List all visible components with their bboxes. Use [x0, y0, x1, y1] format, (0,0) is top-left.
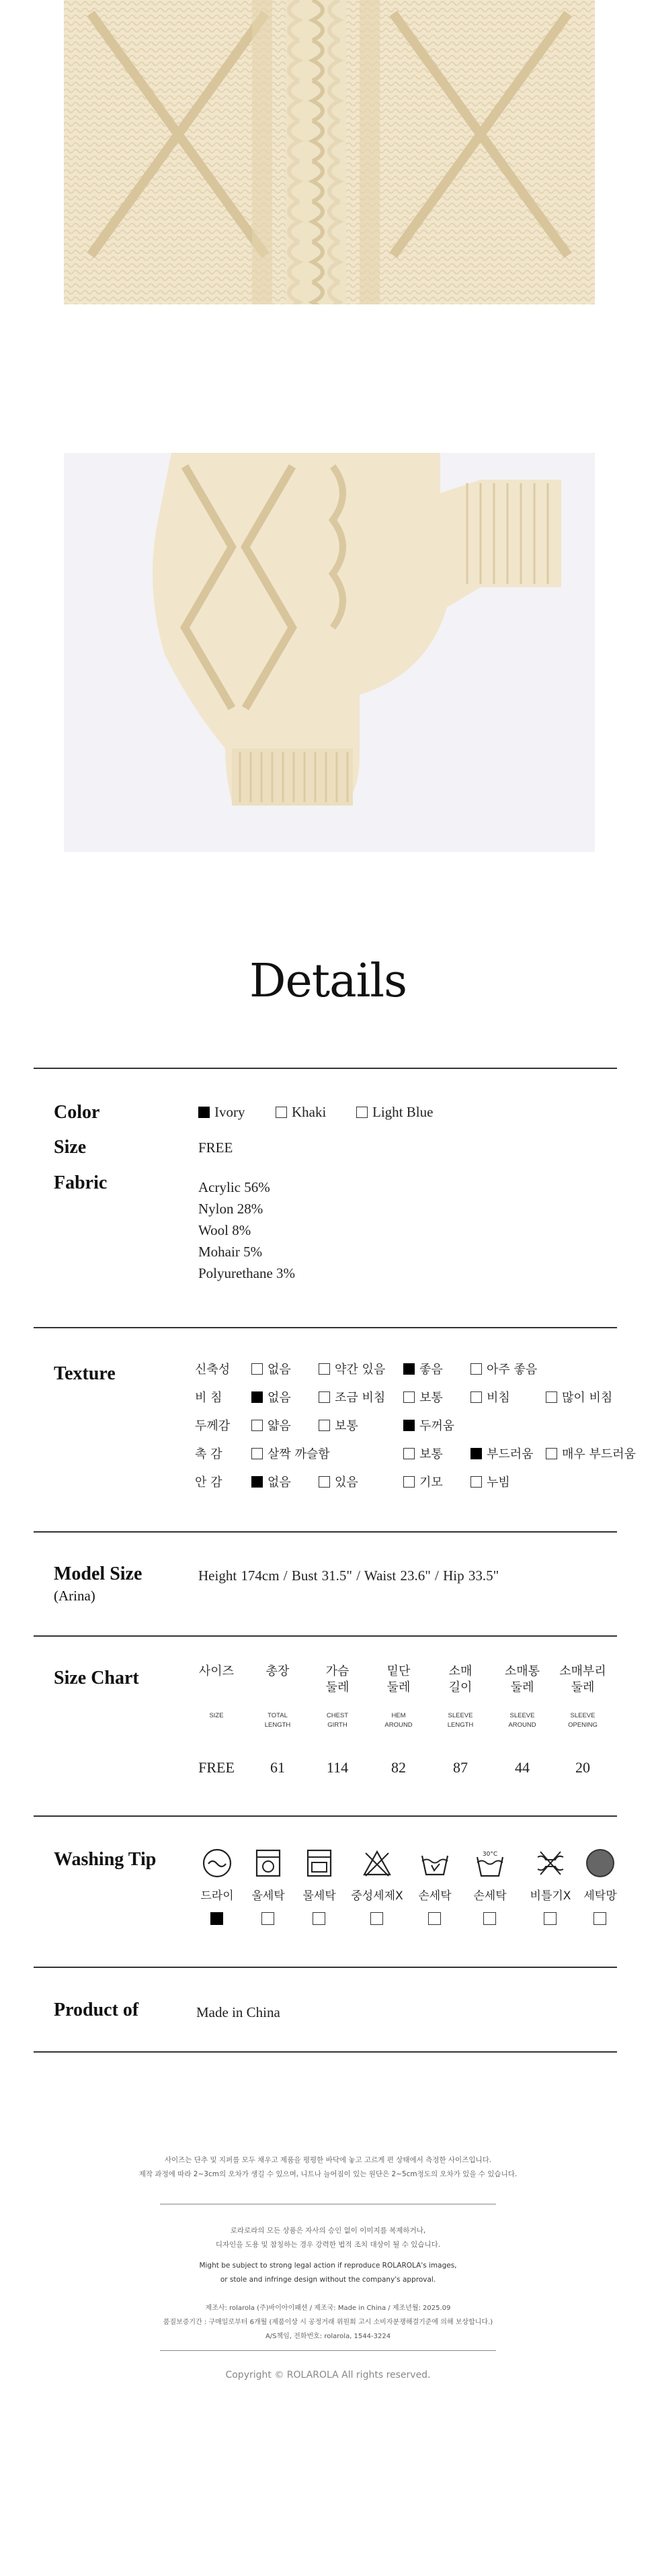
fabric-item: Acrylic 56% [198, 1179, 270, 1195]
sweater-cable-knit-photo [64, 0, 595, 304]
texture-option [251, 1388, 291, 1406]
washing-checkbox [210, 1912, 223, 1925]
checkbox-icon [319, 1391, 330, 1403]
texture-option [251, 1360, 291, 1377]
checkbox-icon [470, 1391, 482, 1403]
size-chart-header: 소매 길이 [448, 1664, 473, 1694]
checkbox-icon [546, 1448, 557, 1459]
model-size-value: Height 174cm / Bust 31.5" / Waist 23.6" / Hip 33.5" [198, 1568, 499, 1584]
fabric-list [198, 1176, 295, 1284]
fabric-item: Wool 8% [198, 1222, 251, 1238]
copyright-notice: 로라로라의 모든 상품은 자사의 승인 없이 이미지를 복제하거나, 디자인을 도용 및 참칭하는 경우 강력한 법적 조치 대상이 될 수 있습니다. Might be subject to strong legal action if reproduce ROLAROLA's images, or stole and infringe design without the company's approval. [199, 2227, 457, 2284]
washing-checkbox [261, 1912, 274, 1925]
color-label: Color [54, 1102, 100, 1123]
checkbox-icon [251, 1448, 263, 1459]
washing-label: 물세탁 [302, 1889, 336, 1903]
no-wring-icon [535, 1848, 566, 1879]
laundry-net-icon [585, 1848, 616, 1879]
texture-category: 두께감 [195, 1419, 231, 1433]
svg-text:30°C: 30°C [482, 1851, 498, 1858]
product-of-value: Made in China [196, 2004, 280, 2020]
neutral-detergent-icon [362, 1848, 393, 1879]
washing-checkbox [593, 1912, 606, 1925]
divider [34, 1531, 617, 1533]
texture-label: Texture [54, 1363, 116, 1384]
divider [34, 1967, 617, 1968]
washing-label: 비틀기X [530, 1889, 571, 1903]
checkbox-icon [251, 1420, 263, 1431]
washing-label: 손세탁 [473, 1889, 507, 1903]
texture-option [403, 1388, 443, 1406]
size-chart-value: FREE [198, 1759, 235, 1776]
texture-option-label: 없음 [268, 1391, 291, 1405]
texture-category: 비 침 [195, 1391, 222, 1405]
size-chart-value: 87 [453, 1759, 468, 1776]
texture-option-label: 두꺼움 [419, 1419, 455, 1433]
checkbox-icon [470, 1476, 482, 1488]
texture-option [251, 1416, 291, 1434]
washing-label: 울세탁 [251, 1889, 285, 1903]
divider [34, 2051, 617, 2053]
texture-option [251, 1473, 291, 1490]
handwash-tub-icon [419, 1848, 450, 1879]
size-label: Size [54, 1137, 87, 1158]
fabric-item: Mohair 5% [198, 1244, 263, 1260]
texture-option [403, 1473, 443, 1490]
texture-option [546, 1388, 612, 1406]
texture-option-label: 약간 있음 [335, 1363, 386, 1377]
checkbox-icon [319, 1420, 330, 1431]
checkbox-icon [319, 1363, 330, 1375]
texture-option-label: 누빔 [487, 1475, 510, 1490]
fabric-item: Nylon 28% [198, 1201, 263, 1217]
color-option-khaki: Khaki [276, 1104, 326, 1121]
checkbox-icon [403, 1391, 415, 1403]
washing-checkbox [370, 1912, 383, 1925]
size-chart-header: 사이즈 [198, 1664, 235, 1678]
checkbox-icon [251, 1363, 263, 1375]
fabric-label: Fabric [54, 1172, 108, 1193]
texture-option [319, 1360, 385, 1377]
texture-category: 안 감 [195, 1475, 222, 1490]
texture-option-label: 비침 [487, 1391, 510, 1405]
size-chart-subheader: TOTAL LENGTH [264, 1712, 291, 1729]
texture-option-label: 보통 [419, 1447, 443, 1461]
copyright: Copyright © ROLAROLA All rights reserved. [225, 2370, 431, 2380]
checkbox-icon [403, 1420, 415, 1431]
checkbox-icon [470, 1448, 482, 1459]
texture-option-label: 있음 [335, 1475, 358, 1490]
texture-option-label: 아주 좋음 [487, 1363, 538, 1377]
size-chart-subheader: SIZE [209, 1712, 224, 1719]
texture-option [251, 1445, 330, 1462]
washing-checkbox [544, 1912, 557, 1925]
color-option-light-blue: Light Blue [356, 1104, 433, 1121]
checkbox-icon [403, 1363, 415, 1375]
size-chart-subheader: SLEEVE AROUND [508, 1712, 536, 1729]
details-title: Details [249, 955, 407, 1008]
divider [34, 1815, 617, 1817]
size-chart-header: 밑단 둘레 [386, 1664, 411, 1694]
hand-wash-icon [253, 1848, 284, 1879]
texture-option-label: 없음 [268, 1363, 291, 1377]
size-chart-value: 44 [515, 1759, 530, 1776]
size-chart-header: 가슴 둘레 [325, 1664, 350, 1694]
washing-tip-label: Washing Tip [54, 1849, 157, 1870]
fabric-item: Polyurethane 3% [198, 1265, 296, 1281]
size-chart-value: 20 [575, 1759, 590, 1776]
color-option-ivory: Ivory [198, 1104, 245, 1121]
size-chart-label: Size Chart [54, 1668, 139, 1688]
texture-option [470, 1360, 537, 1377]
checkbox-icon [251, 1391, 263, 1403]
checkbox-icon [470, 1363, 482, 1375]
product-of-label: Product of [54, 2000, 139, 2020]
size-chart-subheader: SLEEVE LENGTH [447, 1712, 474, 1729]
sweater-sleeve-cuff-photo [64, 453, 595, 852]
texture-option [470, 1473, 510, 1490]
texture-option [403, 1360, 443, 1377]
texture-option-label: 조금 비침 [335, 1391, 386, 1405]
texture-option [470, 1445, 534, 1462]
texture-option [546, 1445, 636, 1462]
checkbox-icon [356, 1107, 368, 1118]
checkbox-icon [251, 1476, 263, 1488]
texture-option [319, 1388, 385, 1406]
texture-option-label: 부드러움 [487, 1447, 534, 1461]
washing-label: 드라이 [200, 1889, 234, 1903]
model-name: (Arina) [54, 1588, 95, 1604]
size-notice: 사이즈는 단추 및 지퍼를 모두 채우고 제품을 평평한 바닥에 놓고 고르게 편 상태에서 측정한 사이즈입니다. 제작 과정에 따라 2~3cm의 오차가 생길 수 있으며, 니트나 늘어짐이 있는 원단은 2~5cm정도의 오차가 있을 수 있습니다. [138, 2156, 518, 2178]
checkbox-icon [319, 1476, 330, 1488]
texture-option [319, 1416, 358, 1434]
washing-label: 중성세제X [351, 1889, 403, 1903]
size-chart-subheader: CHEST GIRTH [326, 1712, 349, 1729]
size-chart-value: 61 [270, 1759, 285, 1776]
texture-option-label: 보통 [335, 1419, 358, 1433]
divider [34, 1327, 617, 1328]
checkbox-icon [276, 1107, 287, 1118]
texture-category: 촉 감 [195, 1447, 222, 1461]
water-wash-icon [304, 1848, 335, 1879]
model-size-label: Model Size (Arina) [54, 1563, 142, 1604]
size-chart-value: 114 [326, 1759, 349, 1776]
texture-option-label: 살짝 까슬함 [268, 1447, 330, 1461]
machine-wash-icon [475, 1848, 505, 1879]
checkbox-icon [403, 1476, 415, 1488]
texture-option-label: 기모 [419, 1475, 443, 1490]
texture-option-label: 얇음 [268, 1419, 291, 1433]
size-chart-header: 소매부리 둘레 [559, 1664, 606, 1694]
texture-option [403, 1445, 443, 1462]
size-chart-header: 소매통 둘레 [504, 1664, 540, 1694]
size-chart-subheader: SLEEVE OPENING [568, 1712, 598, 1729]
texture-option [319, 1473, 358, 1490]
manufacturer-info: 제조사: rolarola (주)바이아이패션 / 제조국: Made in China / 제조년월: 2025.09 품질보증기간 : 구매일로부터 6개월 (제품이상 시 공정거래 위원회 고시 소비자분쟁해결기준에 의해 보상합니다.) A/S책임, 전화번호: rolarola, 1544-3224 [163, 2305, 493, 2340]
texture-option-label: 많이 비침 [562, 1391, 613, 1405]
washing-label: 세탁망 [583, 1889, 617, 1903]
checkbox-icon [546, 1391, 557, 1403]
texture-option-label: 좋음 [419, 1363, 443, 1377]
size-chart-value: 82 [391, 1759, 406, 1776]
texture-option-label: 없음 [268, 1475, 291, 1490]
washing-checkbox [483, 1912, 496, 1925]
texture-option [470, 1388, 510, 1406]
size-value: FREE [198, 1140, 233, 1156]
size-chart-header: 총장 [265, 1664, 290, 1678]
texture-option [403, 1416, 454, 1434]
texture-option-label: 보통 [419, 1391, 443, 1405]
size-chart-subheader: HEM AROUND [384, 1712, 413, 1729]
texture-category: 신축성 [195, 1363, 231, 1377]
washing-checkbox [313, 1912, 325, 1925]
divider [34, 1635, 617, 1637]
dry-clean-icon [202, 1848, 233, 1879]
checkbox-icon [198, 1107, 210, 1118]
washing-label: 손세탁 [418, 1889, 452, 1903]
washing-checkbox [428, 1912, 441, 1925]
texture-option-label: 매우 부드러움 [562, 1447, 637, 1461]
footer-divider [160, 2350, 496, 2351]
divider [34, 1068, 617, 1069]
checkbox-icon [403, 1448, 415, 1459]
